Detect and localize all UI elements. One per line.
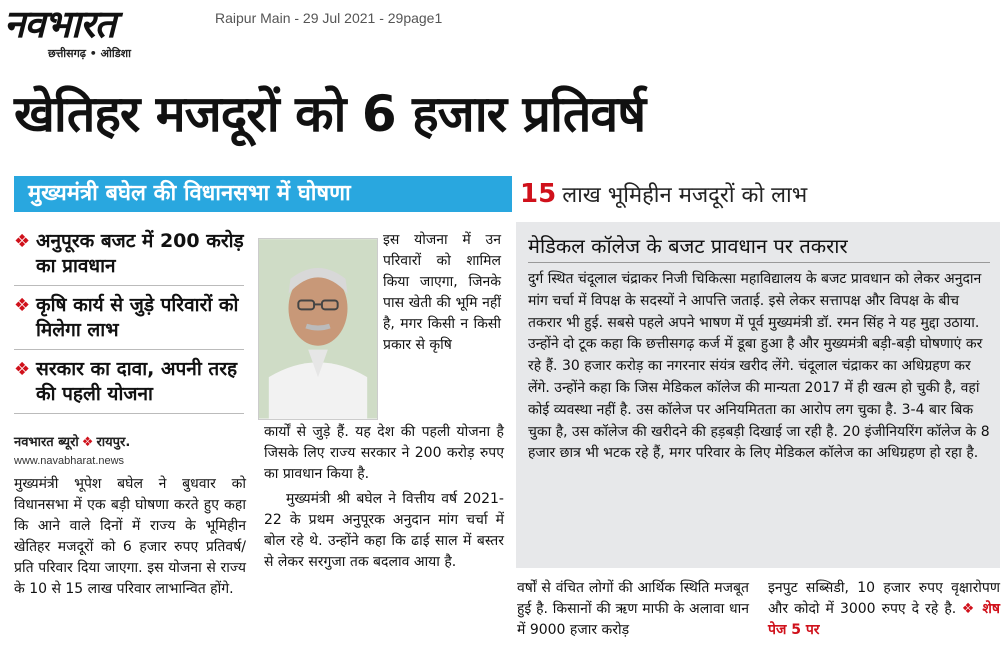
story-column-2-top: इस योजना में उन परिवारों को शामिल किया जाएगा, जिनके पास खेती की भूमि नहीं है, मगर किसी न किसी प्रकार से कृषि [383,232,501,353]
masthead-region: छत्तीसगढ़ • ओडिशा [48,47,131,60]
subheadline-number: 15 [520,179,557,209]
byline-source: नवभारत ब्यूरो [14,435,79,450]
story-column-4 [768,578,1000,641]
diamond-bullet-icon: ❖ [14,359,31,380]
highlight-bullet [14,226,244,286]
byline-place: रायपुर. [96,435,131,450]
story-paragraph: कार्यों से जुड़े हैं. यह देश की पहली योजना है जिसके लिए राज्य सरकार ने 200 करोड़ रुपए का प्रावधान किया है. [264,424,504,482]
box-title: मेडिकल कॉलेज के बजट प्रावधान पर तकरार [528,232,990,263]
story-column-1: मुख्यमंत्री भूपेश बघेल ने बुधवार को विधानसभा में एक बड़ी घोषणा करते हुए कहा कि आने वाले दिनों में राज्य के भूमिहीन खेतिहर मजदूरों को 6 हजार रुपए प्रतिवर्ष/प्रति परिवार दिया जाएगा. इस योजना से राज्य के 10 से 15 लाख परिवार लाभान्वित होंगे. [14,476,246,597]
diamond-bullet-icon: ❖ [14,231,31,252]
highlight-bullets [14,226,244,418]
bullet-text: सरकार का दावा, अपनी तरह की पहली योजना [36,358,238,405]
box-text: दुर्ग स्थित चंदूलाल चंद्राकर निजी चिकित्सा महाविद्यालय के बजट प्रावधान को लेकर अनुदान मांग चर्चा में विपक्ष के सदस्यों ने आपत्ति जताई. इसे लेकर सत्तापक्ष और विपक्ष के बीच तकरार भी हुई. सबसे पहले अपने भाषण में पूर्व मुख्यमंत्री डॉ. रमन सिंह ने यह मुद्दा उठाया. उन्होंने दो टूक कहा कि छत्तीसगढ़ कर्ज में डूबा हुआ है और मुख्यमंत्री बड़ी-बड़ी घोषणाएं कर रहे हैं. 30 हजार करोड़ का नगरनार संयंत्र खरीद लेंगे. चंदूलाल चंद्राकर का अधिग्रहण कर लेंगे. उन्होंने कहा कि जिस मेडिकल कॉलेज की मान्यता 2017 में ही खत्म हो चुकी है, वहां कोई व्यवस्था नहीं है. उस कॉलेज पर अनियमितता का आरोप लग चुका है. 3-4 बार बिक चुका है, उस कॉलेज की खरीदने की हड़बड़ी दिखाई जा रही है. 20 इंजीनियरिंग कॉलेज के 8 हजार छात्र भी भटक रहे हैं, मगर परिवार के लिए मेडिकल कॉलेज का अधिग्रहण हो रहा है. [528,271,990,462]
bullet-text: अनुपूरक बजट में 200 करोड़ का प्रावधान [36,230,244,277]
story-column-2-bottom [264,422,504,573]
main-headline: खेतिहर मजदूरों को 6 हजार प्रतिवर्ष [14,85,646,143]
subheadline-right [520,176,1000,212]
continued-on-page-link[interactable]: ❖ शेष पेज 5 पर [768,601,1000,638]
sidebar-box-medical-college [516,222,1000,568]
story-text: इनपुट सब्सिडी, 10 हजार रुपए वृक्षारोपण और कोदो में 3000 रुपए दे रहे है. [768,580,1000,617]
edition-label: Raipur Main - 29 Jul 2021 - 29page1 [215,10,443,26]
subheadline-left: मुख्यमंत्री बघेल की विधानसभा में घोषणा [14,176,512,212]
highlight-bullet [14,290,244,350]
highlight-bullet [14,354,244,414]
newspaper-logo: नवभारत [4,2,115,46]
subheadline-right-text: लाख भूमिहीन मजदूरों को लाभ [562,183,808,208]
bullet-text: कृषि कार्य से जुड़े परिवारों को मिलेगा लाभ [36,294,239,341]
portrait-icon [259,239,377,419]
website-link[interactable]: www.navabharat.news [14,455,125,467]
story-paragraph: मुख्यमंत्री श्री बघेल ने वित्तीय वर्ष 2021-22 के प्रथम अनुपूरक अनुदान मांग चर्चा में बोल रहे थे. उन्होंने कहा कि ढाई साल में बस्तर से लेकर सरगुजा तक बदलाव आया है. [264,491,504,570]
story-column-3: वर्षों से वंचित लोगों की आर्थिक स्थिति मजबूत हुई है. किसानों की ऋण माफी के अलावा धान में 9000 हजार करोड़ [517,580,749,638]
masthead [4,4,194,64]
diamond-bullet-icon: ❖ [81,435,94,450]
chief-minister-photo [258,238,378,420]
byline [14,432,246,450]
diamond-bullet-icon: ❖ [14,295,31,316]
